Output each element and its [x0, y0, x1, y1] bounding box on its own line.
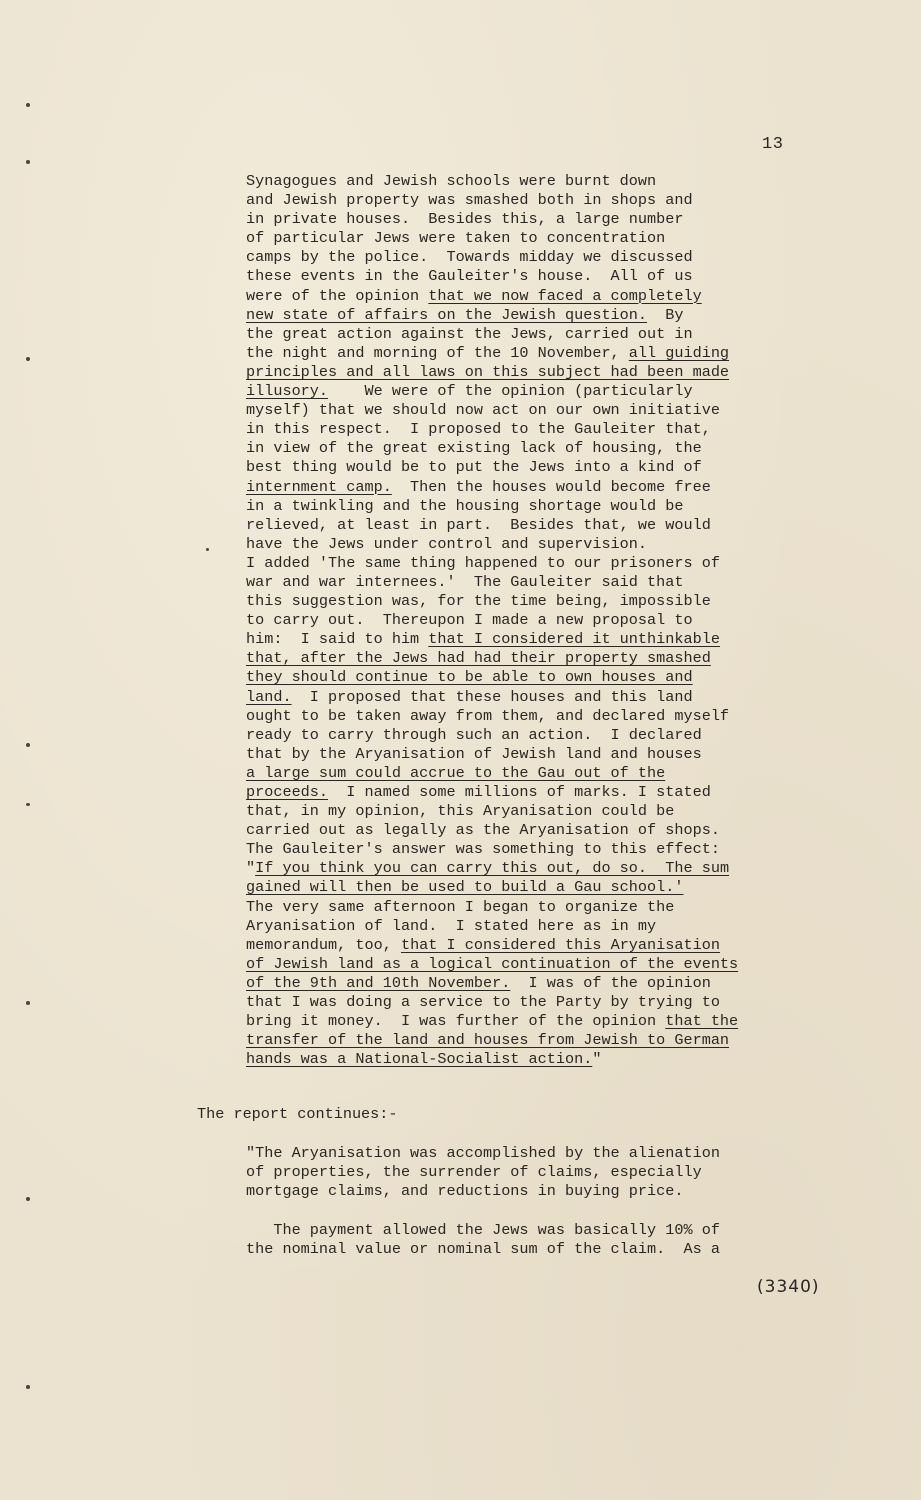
text-segment: that, in my opinion, this Aryanisation could be — [246, 802, 675, 821]
punch-hole-mark — [26, 743, 30, 747]
text-line — [246, 668, 786, 687]
punch-hole-mark — [26, 357, 30, 361]
page-number: 13 — [762, 135, 784, 154]
text-line — [246, 878, 786, 897]
text-line: "The Aryanisation was accomplished by the alienation — [246, 1144, 720, 1162]
text-segment: this suggestion was, for the time being, impossible — [246, 592, 711, 611]
text-segment: the great action against the Jews, carried out in — [246, 324, 693, 343]
report-paragraph — [246, 1144, 720, 1201]
text-segment: " — [592, 1050, 602, 1069]
text-line — [246, 229, 786, 248]
underlined-text: all guiding — [628, 343, 730, 362]
text-line — [246, 1012, 786, 1031]
text-line — [246, 898, 786, 917]
text-segment: The very same afternoon I began to organize the — [246, 897, 675, 916]
text-segment: camps by the police. Towards midday we discussed — [246, 248, 693, 267]
text-line — [246, 248, 786, 267]
text-line — [246, 344, 786, 363]
text-line — [246, 554, 786, 573]
report-paragraph — [246, 1221, 720, 1259]
text-line: mortgage claims, and reductions in buying price. — [246, 1182, 684, 1201]
underlined-text: transfer of the land and houses from Jewish to German — [246, 1031, 730, 1050]
text-line — [246, 401, 786, 420]
text-line — [246, 955, 786, 974]
punch-hole-mark — [26, 1385, 30, 1389]
text-segment: Then the houses would become free — [391, 477, 711, 496]
underlined-text: hands was a National-Socialist action. — [246, 1050, 593, 1069]
text-segment: were of the opinion — [246, 286, 429, 305]
text-line — [246, 859, 786, 878]
text-segment: have the Jews under control and supervision. — [246, 534, 648, 553]
text-line — [246, 497, 786, 516]
underlined-text: that the — [665, 1012, 739, 1031]
text-line — [246, 783, 786, 802]
text-line — [246, 840, 786, 859]
text-line — [246, 821, 786, 840]
text-line — [246, 210, 786, 229]
underlined-text: principles and all laws on this subject had been made — [246, 362, 730, 381]
text-line — [246, 688, 786, 707]
text-line — [246, 707, 786, 726]
text-line — [246, 535, 786, 554]
underlined-text: of the 9th and 10th November. — [246, 973, 511, 992]
text-line — [246, 917, 786, 936]
punch-hole-mark — [206, 548, 209, 551]
text-segment: myself) that we should now act on our own initiative — [246, 401, 720, 420]
text-line — [246, 1050, 786, 1069]
text-segment: war and war internees.' The Gauleiter said that — [246, 572, 684, 591]
text-segment: him: I said to him — [246, 630, 429, 649]
underlined-text: they should continue to be able to own houses and — [246, 668, 693, 687]
text-line: the nominal value or nominal sum of the claim. As a — [246, 1240, 720, 1259]
text-line — [246, 1031, 786, 1050]
text-segment: the night and morning of the 10 November, — [246, 343, 629, 362]
underlined-text: illusory. — [246, 382, 329, 401]
text-segment: in view of the great existing lack of housing, the — [246, 439, 702, 458]
text-segment: relieved, at least in part. Besides that, we would — [246, 515, 711, 534]
text-segment: in this respect. I proposed to the Gauleiter that, — [246, 420, 711, 439]
text-line — [246, 306, 786, 325]
text-line — [246, 611, 786, 630]
report-intro: The report continues:- — [197, 1105, 398, 1123]
text-segment: By — [647, 305, 684, 324]
text-segment: of particular Jews were taken to concentration — [246, 229, 666, 248]
text-segment: " — [246, 859, 256, 878]
text-segment: in private houses. Besides this, a large number — [246, 210, 684, 229]
text-segment: that by the Aryanisation of Jewish land and houses — [246, 744, 702, 763]
text-segment: ready to carry through such an action. I declared — [246, 725, 702, 744]
text-segment: I named some millions of marks. I stated — [328, 783, 711, 801]
text-line — [246, 420, 786, 439]
text-line — [246, 363, 786, 382]
text-line — [246, 974, 786, 993]
text-line — [246, 516, 786, 535]
underlined-text: that I considered this Aryanisation — [400, 935, 720, 954]
underlined-text: gained will then be used to build a Gau school.' — [246, 878, 684, 897]
text-segment: Synagogues and Jewish schools were burnt down — [246, 172, 657, 190]
text-line — [246, 764, 786, 783]
punch-hole-mark — [26, 803, 30, 806]
text-line — [246, 478, 786, 497]
text-line — [246, 573, 786, 592]
punch-hole-mark — [26, 103, 30, 107]
underlined-text: If you think you can carry this out, do so. The sum — [255, 859, 730, 878]
text-segment: I proposed that these houses and this land — [291, 687, 693, 706]
text-segment: in a twinkling and the housing shortage would be — [246, 496, 684, 515]
text-segment: that I was doing a service to the Party by trying to — [246, 993, 720, 1012]
text-segment: best thing would be to put the Jews into a kind of — [246, 458, 702, 477]
underlined-text: a large sum could accrue to the Gau out of the — [246, 763, 666, 782]
text-segment: to carry out. Thereupon I made a new proposal to — [246, 611, 693, 630]
text-segment: The Gauleiter's answer was something to this effect: — [246, 840, 720, 859]
text-line: The payment allowed the Jews was basically 10% of — [246, 1221, 720, 1239]
underlined-text: that we now faced a completely — [428, 286, 702, 305]
underlined-text: proceeds. — [246, 783, 329, 801]
text-segment: We were of the opinion (particularly — [328, 382, 693, 401]
text-line — [246, 649, 786, 668]
underlined-text: of Jewish land as a logical continuation of the events — [246, 954, 739, 973]
text-segment: ought to be taken away from them, and declared myself — [246, 706, 730, 725]
text-line — [246, 802, 786, 821]
text-line: of properties, the surrender of claims, especially — [246, 1163, 702, 1182]
underlined-text: that, after the Jews had had their property smashed — [246, 649, 711, 668]
text-segment: carried out as legally as the Aryanisation of shops. — [246, 821, 720, 840]
punch-hole-mark — [26, 1197, 30, 1201]
punch-hole-mark — [26, 1001, 30, 1005]
text-segment: memorandum, too, — [246, 935, 401, 954]
text-segment: bring it money. I was further of the opinion — [246, 1012, 666, 1031]
text-line — [246, 458, 786, 477]
text-line — [246, 630, 786, 649]
text-segment: Aryanisation of land. I stated here as in my — [246, 916, 657, 935]
text-segment: I added 'The same thing happened to our prisoners of — [246, 553, 720, 572]
punch-hole-mark — [26, 160, 30, 164]
text-line — [246, 745, 786, 764]
text-segment: and Jewish property was smashed both in shops and — [246, 191, 693, 210]
document-number: (3340) — [757, 1277, 820, 1297]
text-line — [246, 382, 786, 401]
text-line — [246, 191, 786, 210]
quoted-testimony — [246, 172, 786, 1069]
text-line — [246, 172, 786, 191]
text-line — [246, 592, 786, 611]
text-segment: these events in the Gauleiter's house. All of us — [246, 267, 693, 286]
text-line — [246, 993, 786, 1012]
text-line — [246, 287, 786, 306]
underlined-text: that I considered it unthinkable — [428, 630, 720, 649]
text-line — [246, 439, 786, 458]
text-line — [246, 936, 786, 955]
text-line — [246, 726, 786, 745]
underlined-text: land. — [246, 687, 292, 706]
text-segment: I was of the opinion — [510, 973, 711, 992]
underlined-text: new state of affairs on the Jewish question. — [246, 305, 648, 324]
underlined-text: internment camp. — [246, 477, 392, 496]
text-line — [246, 267, 786, 286]
text-line — [246, 325, 786, 344]
